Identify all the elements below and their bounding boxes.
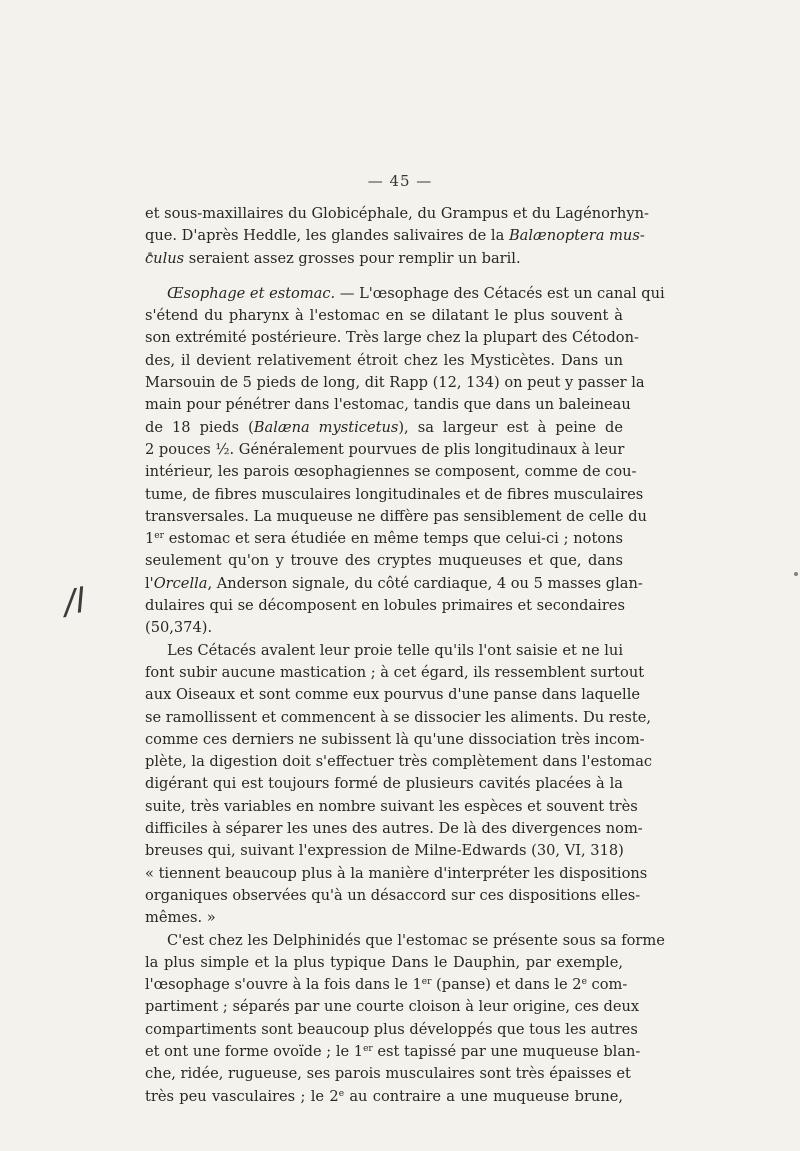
text-line: seulement qu'on y trouve des cryptes muqueuses et que, dans — [145, 552, 623, 570]
text-line: C'est chez les Delphinidés que l'estomac se présente sous sa forme — [167, 931, 665, 949]
text-line: difficiles à séparer les unes des autres. De là des divergences nom- — [145, 820, 643, 838]
text-line: transversales. La muqueuse ne diffère pas sensiblement de celle du — [145, 507, 647, 525]
text-line: dulaires qui se décomposent en lobules primaires et secondaires — [145, 597, 625, 615]
text-line: Œsophage et estomac. — L'œsophage des Cétacés est un canal qui — [167, 284, 665, 302]
text-line: font subir aucune mastication ; à cet égard, ils ressemblent surtout — [145, 663, 645, 681]
text-line: « tiennent beaucoup plus à la manière d'interpréter les dispositions — [145, 864, 648, 882]
text-line: la plus simple et la plus typique Dans le Dauphin, par exemple, — [145, 953, 623, 971]
text-line: que. D'après Heddle, les glandes salivaires de la Balænoptera mus- — [145, 227, 645, 245]
paragraph-salivary — [145, 203, 649, 270]
text-line: et ont une forme ovoïde ; le 1er est tapissé par une muqueuse blan- — [145, 1042, 641, 1060]
body-text — [145, 203, 665, 1108]
text-line: des, il devient relativement étroit chez les Mysticètes. Dans un — [145, 351, 623, 369]
text-line: compartiments sont beaucoup plus développés que tous les autres — [145, 1020, 638, 1038]
paragraph-stomach — [145, 930, 665, 1108]
text-line: et sous-maxillaires du Globicéphale, du Grampus et du Lagénorhyn- — [145, 205, 649, 222]
text-line: (50,374). — [145, 619, 213, 637]
text-line: l'œsophage s'ouvre à la fois dans le 1er (panse) et dans le 2e com- — [145, 976, 628, 994]
text-line: main pour pénétrer dans l'estomac, tandis que dans un baleineau — [145, 396, 631, 414]
text-line: Marsouin de 5 pieds de long, dit Rapp (12, 134) on peut y passer la — [145, 374, 645, 392]
text-line: breuses qui, suivant l'expression de Milne-Edwards (30, VI, 318) — [145, 842, 624, 860]
margin-handwritten-note: /l — [61, 581, 87, 623]
text-line: comme ces derniers ne subissent là qu'une dissociation très incom- — [145, 730, 645, 748]
text-line: intérieur, les parois œsophagiennes se composent, comme de cou- — [145, 463, 637, 481]
section-heading: Œsophage et estomac. — [167, 284, 336, 302]
text-line: de 18 pieds (Balæna mysticetus), sa largeur est à peine de — [145, 418, 624, 436]
text-line: organiques observées qu'à un désaccord sur ces dispositions elles- — [145, 886, 641, 904]
text-line: Les Cétacés avalent leur proie telle qu'ils l'ont saisie et ne lui — [167, 641, 623, 659]
text-line: tume, de fibres musculaires longitudinales et de fibres musculaires — [145, 485, 644, 503]
text-line: plète, la digestion doit s'effectuer très complètement dans l'estomac — [145, 753, 653, 771]
text-line: s'étend du pharynx à l'estomac en se dilatant le plus souvent à — [145, 307, 623, 325]
text-line: partiment ; séparés par une courte cloison à leur origine, ces deux — [145, 998, 640, 1016]
paragraph-oesophagus — [145, 283, 665, 640]
text-line: se ramollissent et commencent à se dissocier les aliments. Du reste, — [145, 708, 652, 726]
page-number: — 45 — — [367, 172, 433, 190]
text-line: mêmes. » — [145, 909, 216, 927]
text-line: l'Orcella, Anderson signale, du côté cardiaque, 4 ou 5 masses glan- — [145, 574, 643, 592]
paragraph-digestion — [145, 640, 653, 930]
text-line: che, ridée, rugueuse, ses parois musculaires sont très épaisses et — [145, 1065, 631, 1083]
ink-speck — [794, 572, 798, 576]
text-line: culus seraient assez grosses pour remplir un baril. — [145, 249, 521, 267]
text-line: suite, très variables en nombre suivant les espèces et souvent très — [145, 797, 638, 815]
text-line: très peu vasculaires ; le 2e au contraire a une muqueuse brune, — [145, 1087, 623, 1105]
text-line: aux Oiseaux et sont comme eux pourvus d'une panse dans laquelle — [145, 686, 641, 704]
text-line: digérant qui est toujours formé de plusieurs cavités placées à la — [145, 775, 623, 793]
text-line: 1er estomac et sera étudiée en même temps que celui-ci ; notons — [145, 530, 623, 548]
text-line: son extrémité postérieure. Très large chez la plupart des Cétodon- — [145, 329, 639, 347]
text-line: 2 pouces ½. Généralement pourvues de plis longitudinaux à leur — [145, 440, 625, 458]
